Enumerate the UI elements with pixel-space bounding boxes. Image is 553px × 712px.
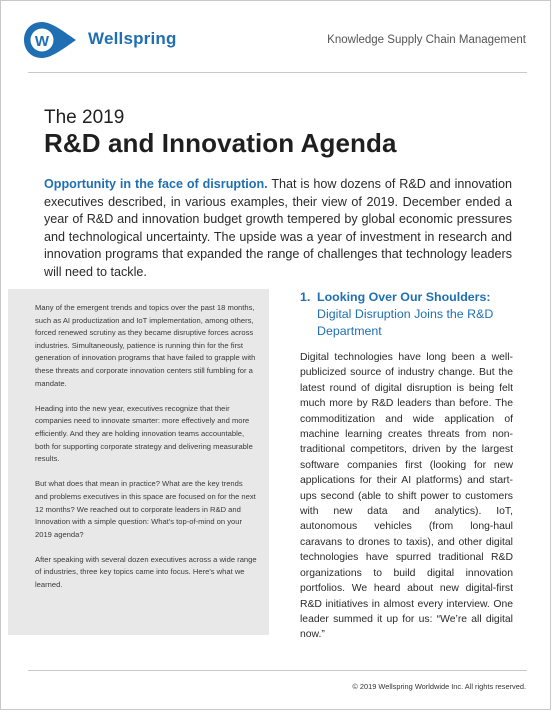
- sidebar-paragraph: Many of the emergent trends and topics over the past 18 months, such as AI productization and IoT implementation, among others, forced renewed scrutiny as they became disruptive forces across industries. Simultaneously, patience is running thin for the first generation of innovation programs that have failed to grapple with these threats and corporate innovation centers still fumbling for a mandate.: [35, 303, 256, 388]
- sidebar-paragraph: Heading into the new year, executives recognize that their companies need to innovate smarter: more effectively and more efficiently. And they are holding innovation teams accountable, both for supporting corporate strategy and delivering measurable results.: [35, 403, 253, 464]
- footer-divider: [28, 670, 527, 671]
- section-title: Looking Over Our Shoulders:: [317, 290, 491, 304]
- intro-paragraph: [44, 176, 512, 282]
- sidebar-paragraph: But what does that mean in practice? What are the key trends and problems executives in this space are focused on for the next 12 months? We reached out to corporate leaders in R&D and Innovation with a simple question: What's top-of-mind on your 2019 agenda?: [35, 479, 256, 539]
- header-tagline: Knowledge Supply Chain Management: [327, 34, 526, 46]
- page-title: R&D and Innovation Agenda: [44, 128, 397, 158]
- section-subtitle: Digital Disruption Joins the R&D Department: [317, 307, 494, 338]
- sidebar-paragraph: After speaking with several dozen executives across a wide range of industries, three key topics came into focus. Here's what we learned.: [35, 554, 257, 590]
- section-heading: [300, 289, 520, 340]
- intro-body: That is how dozens of R&D and innovation executives described, in various examples, their view of 2019. December ended a year of R&D and innovation budget growth tempered by global economic pressures and technological uncertainty. The upside was a year of investment in research and innovation programs that expanded the range of challenges that technology leaders will need to tackle.: [44, 177, 512, 279]
- section-number: 1.: [300, 290, 311, 304]
- wellspring-logo-icon: [22, 20, 78, 60]
- sidebar-text: [35, 302, 257, 604]
- section-body: Digital technologies have long been a well-publicized source of industry change. But the latest round of digital disruption is being felt much more by R&D leaders than before. The commoditization and wide application of machine learning creates threats from non-traditional competitors, driven by the largest software companies first (looking for new applications for their AI platforms) and start-ups second (able to shift power to customers with new data and analytics). IoT, autonomous vehicles (from long-haul caravans to drones to taxis), and other digital technologies have spurred traditional R&D organizations to build digital innovation portfolios. We heard about new digital-first R&D initiatives in almost every interview. One leader summed it up for us: “We’re all digital now.”: [300, 352, 513, 641]
- intro-lead: Opportunity in the face of disruption.: [44, 177, 268, 191]
- title-year: The 2019: [44, 107, 125, 128]
- footer-copyright: © 2019 Wellspring Worldwide Inc. All rights reserved.: [352, 682, 526, 691]
- header-divider: [28, 72, 527, 73]
- brand-name: Wellspring: [88, 29, 177, 48]
- svg-text:W: W: [34, 33, 50, 50]
